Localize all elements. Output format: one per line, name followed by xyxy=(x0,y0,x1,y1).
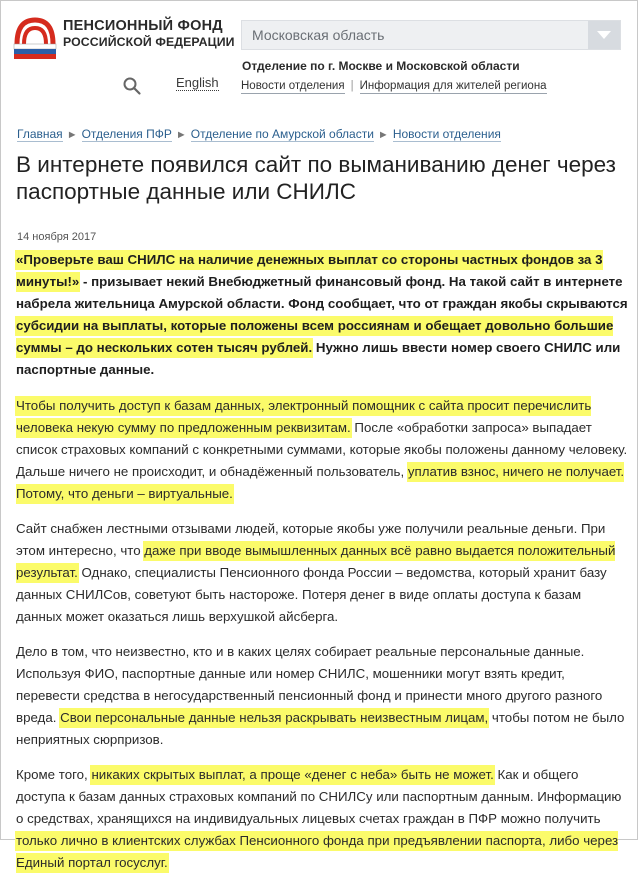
region-dropdown-button[interactable] xyxy=(588,21,620,49)
highlighted-text: Чтобы получить доступ к базам данных, электронный помощник с сайта просит перечислить человека некую сумму по предложенным реквизитам. xyxy=(16,398,592,435)
branch-news-link[interactable]: Новости отделения xyxy=(241,80,345,92)
article-paragraph xyxy=(16,395,628,505)
org-name[interactable] xyxy=(63,18,235,50)
chevron-down-icon xyxy=(597,31,611,39)
breadcrumb xyxy=(17,127,501,141)
article-date: 14 ноября 2017 xyxy=(17,231,97,243)
paragraph-text: - призывает некий Внебюджетный финансовый фонд. На такой сайт в интернете набрела жительница Амурской области. Фонд сообщает, что от граждан якобы скрываются xyxy=(16,274,628,311)
paragraph-text: Нужно лишь ввести номер своего СНИЛС или паспортные данные. xyxy=(16,340,621,377)
highlighted-text: уплатив взнос, ничего не получает. Потому, что деньги – виртуальные. xyxy=(16,464,625,501)
article-title: В интернете появился сайт по выманиванию денег через паспортные данные или СНИЛС xyxy=(16,152,616,204)
paragraph-text: Кроме того, xyxy=(16,767,92,782)
site-header xyxy=(1,1,639,111)
highlighted-text: никаких скрытых выплат, а проще «денег с неба» быть не может. xyxy=(91,767,494,782)
region-info-link[interactable]: Информация для жителей региона xyxy=(359,80,547,92)
article-body xyxy=(16,249,628,887)
breadcrumb-arrow-icon: ► xyxy=(377,129,389,141)
breadcrumb-arrow-icon: ► xyxy=(66,129,78,141)
org-name-line1: ПЕНСИОННЫЙ ФОНД xyxy=(63,18,223,34)
search-icon[interactable] xyxy=(123,77,141,95)
article-paragraph xyxy=(16,764,628,874)
breadcrumb-branches[interactable]: Отделения ПФР xyxy=(81,127,172,141)
branch-links xyxy=(241,80,547,92)
paragraph-text: После «обработки запроса» выпадает список страховых компаний с конкретными суммами, которые якобы положены данному человеку. Дальше ничего не происходит, и обнадёженный пользователь, xyxy=(16,420,628,479)
article-paragraph-lead xyxy=(16,249,628,381)
paragraph-text: Как и общего доступа к базам данных страховых компаний по СНИЛСу или паспортным данным. Информацию о средствах, хранящихся на индивидуальных лицевых счетах граждан в ПФР можно получить xyxy=(16,767,622,826)
separator: | xyxy=(350,80,354,92)
highlighted-text: субсидии на выплаты, которые положены всем россиянам и обещает довольно большие суммы – до нескольких сотен тысяч рублей. xyxy=(16,318,614,355)
english-link[interactable]: English xyxy=(176,75,219,90)
branch-title: Отделение по г. Москве и Московской области xyxy=(242,59,520,73)
paragraph-text: Однако, специалисты Пенсионного фонда России – ведомства, который хранит базу данных СНИЛСов, советуют быть настороже. Потеря денег в виде оплаты доступа к базам данных может оказаться лишь верхушкой айсберга. xyxy=(16,565,607,624)
region-select-value: Московская область xyxy=(252,27,385,43)
paragraph-text: Дело в том, что неизвестно, кто и в каких целях собирает реальные персональные данные. Используя ФИО, паспортные данные или номер СНИЛС, мошенники могут взять кредит, перевести средства в негосударственный пенсионный фонд и принести много другого разного вреда. xyxy=(16,644,603,725)
highlighted-text: только лично в клиентских службах Пенсионного фонда при предъявлении паспорта, либо через Единый портал госуслуг. xyxy=(16,833,619,870)
breadcrumb-branch-news[interactable]: Новости отделения xyxy=(392,127,501,141)
org-name-line2: РОССИЙСКОЙ ФЕДЕРАЦИИ xyxy=(63,35,235,49)
pfr-logo-icon[interactable] xyxy=(11,14,59,62)
article-paragraph xyxy=(16,641,628,751)
breadcrumb-home[interactable]: Главная xyxy=(17,127,63,141)
article-paragraph xyxy=(16,518,628,628)
paragraph-text: Сайт снабжен лестными отзывами людей, которые якобы уже получили реальные деньги. При этом интересно, что xyxy=(16,521,606,558)
highlighted-text: даже при вводе вымышленных данных всё равно выдается положительный результат. xyxy=(16,543,616,580)
highlighted-text: Свои персональные данные нельзя раскрывать неизвестным лицам, xyxy=(60,710,489,725)
breadcrumb-amur-branch[interactable]: Отделение по Амурской области xyxy=(190,127,374,141)
paragraph-text: чтобы потом не было неприятных сюрпризов. xyxy=(16,710,625,747)
region-select[interactable] xyxy=(241,20,621,50)
highlighted-text: «Проверьте ваш СНИЛС на наличие денежных выплат со стороны частных фондов за 3 минуты!» xyxy=(16,252,603,289)
breadcrumb-arrow-icon: ► xyxy=(175,129,187,141)
